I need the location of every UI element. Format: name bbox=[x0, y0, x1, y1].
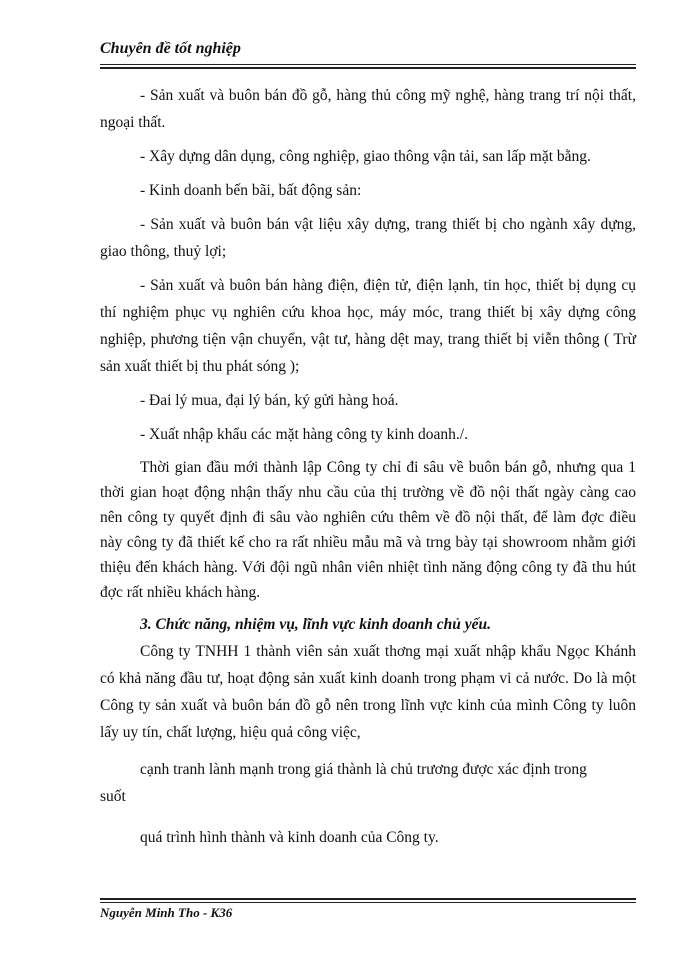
document-body bbox=[100, 78, 636, 851]
footer-author: Nguyễn Minh Tho - K36 bbox=[100, 905, 233, 920]
header-rule-thin bbox=[100, 64, 636, 65]
intro-paragraph: Thời gian đầu mới thành lập Công ty chỉ đi sâu về buôn bán gỗ, nhưng qua 1 thời gian hoạt động nhận thấy nhu cầu của thị trường về đồ nội thất ngày càng cao nên công ty quyết định đi sâu vào nghiên cứu thêm về đồ nội thất, để làm đợc điều này công ty đã thiết kế cho ra rất nhiều mẫu mã và trng bày tại showroom nhằm giới thiệu đến khách hàng. Với đội ngũ nhân viên nhiệt tình năng động công ty đã thu hút đợc rất nhiều khách hàng. bbox=[100, 459, 636, 601]
bullet-item: - Sản xuất và buôn bán đồ gỗ, hàng thủ công mỹ nghệ, hàng trang trí nội thất, ngoại thất. bbox=[100, 87, 636, 131]
header-rule-thick bbox=[100, 67, 636, 69]
footer-rule-thick bbox=[100, 898, 636, 900]
footer-rule-thin bbox=[100, 902, 636, 903]
section-heading: 3. Chức năng, nhiệm vụ, lĩnh vực kinh doanh chủ yếu. bbox=[140, 616, 492, 633]
page-header-title: Chuyên đề tốt nghiệp bbox=[100, 40, 241, 57]
bullet-item: - Sản xuất và buôn bán hàng điện, điện tử, điện lạnh, tin học, thiết bị dụng cụ thí nghiệm phục vụ nghiên cứu khoa học, máy móc, trang thiết bị xây dựng công nghiệp, phương tiện vận chuyển, vật tư, hàng dệt may, trang thiết bị viễn thông ( Trừ sản xuất thiết bị thu phát sóng ); bbox=[100, 277, 636, 375]
bullet-item: - Xuất nhập khẩu các mặt hàng công ty kinh doanh./. bbox=[140, 426, 468, 443]
process-line: quá trình hình thành và kinh doanh của Công ty. bbox=[140, 829, 439, 846]
bullet-item: - Kinh doanh bến bãi, bất động sản: bbox=[140, 182, 362, 199]
competition-line: cạnh tranh lành mạnh trong giá thành là chủ trương được xác định trong bbox=[140, 761, 587, 778]
bullet-item: - Xây dựng dân dụng, công nghiệp, giao thông vận tải, san lấp mặt bằng. bbox=[140, 148, 591, 165]
section-paragraph: Công ty TNHH 1 thành viên sản xuất thơng mại xuất nhập khẩu Ngọc Khánh có khả năng đầu tư, hoạt động sản xuất kinh doanh trong phạm vi cả nước. Do là một Công ty sản xuất và buôn bán đồ gỗ nên trong lĩnh vực kinh của mình Công ty luôn lấy uy tín, chất lượng, hiệu quả công việc, bbox=[100, 643, 636, 741]
suot-line: suốt bbox=[100, 788, 126, 805]
bullet-item: - Sản xuất và buôn bán vật liệu xây dựng, trang thiết bị cho ngành xây dựng, giao thông, thuỷ lợi; bbox=[100, 216, 636, 260]
bullet-item: - Đai lý mua, đại lý bán, ký gửi hàng hoá. bbox=[140, 392, 399, 409]
